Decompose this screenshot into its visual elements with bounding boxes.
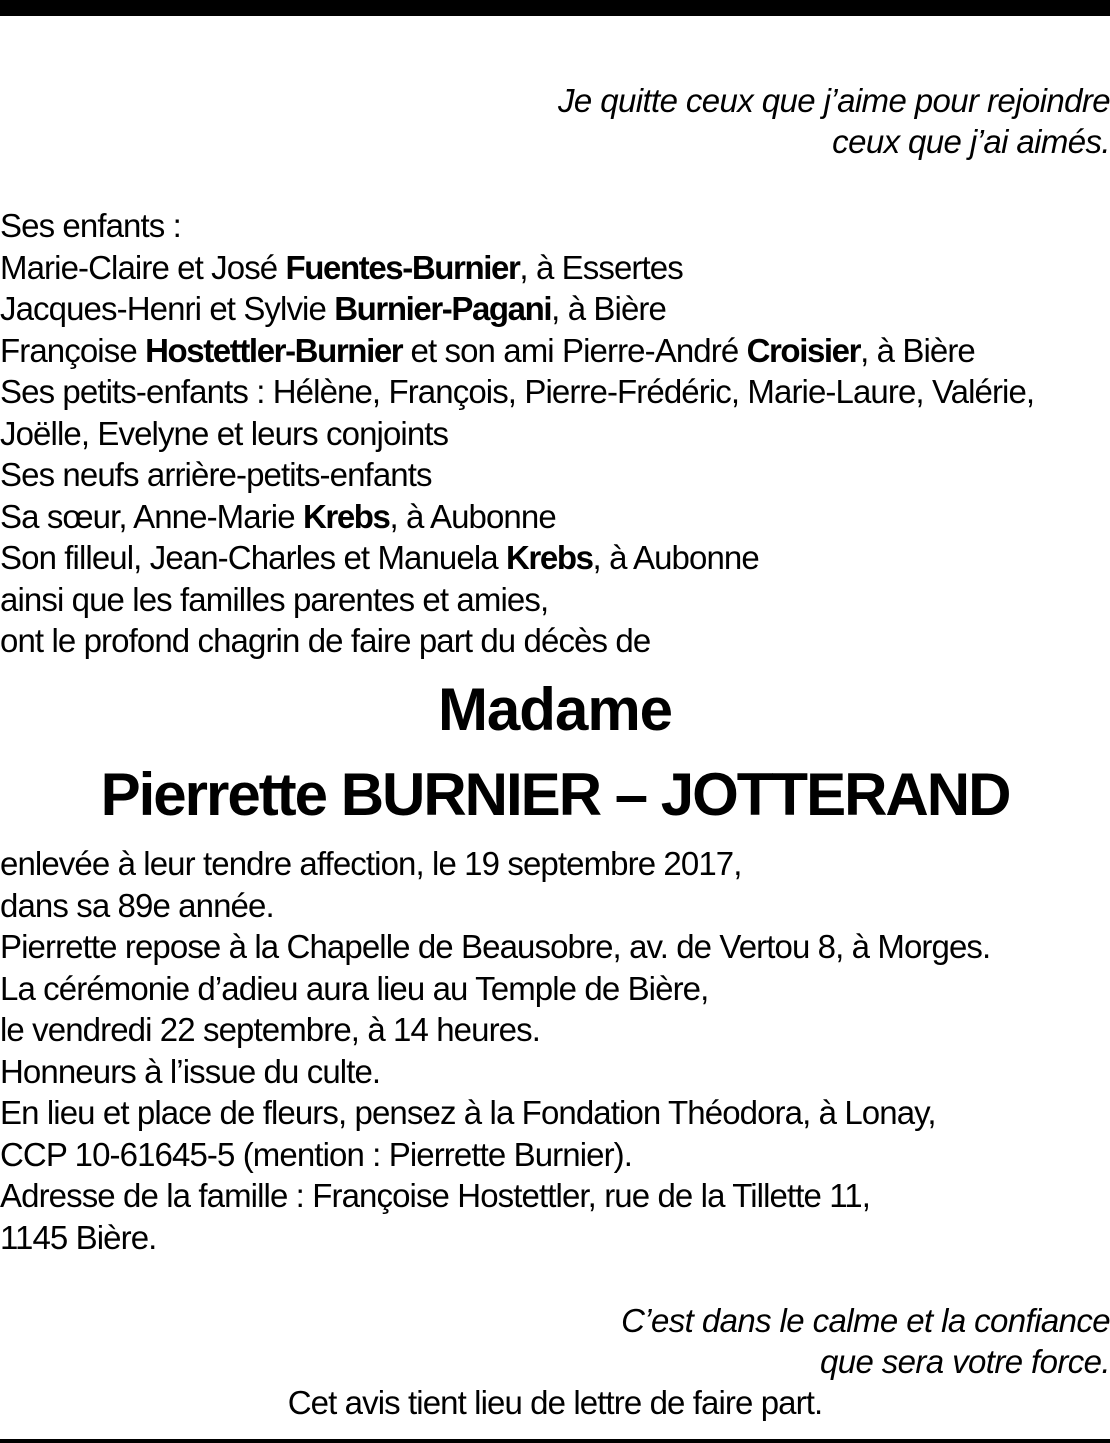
sister-names: Sa sœur, Anne-Marie <box>0 497 303 535</box>
godson-place: , à Aubonne <box>592 539 759 576</box>
announcement-line: ont le profond chagrin de faire part du décès de <box>0 622 651 659</box>
child-surname: Fuentes-Burnier <box>285 248 520 286</box>
partner-surname: Croisier <box>746 331 861 369</box>
epigraph-bottom-line-1: C’est dans le calme et la confiance <box>621 1302 1110 1339</box>
detail-line: Adresse de la famille : Françoise Hostettler, rue de la Tillette 11, <box>0 1177 870 1214</box>
detail-line: Honneurs à l’issue du culte. <box>0 1052 381 1090</box>
child-place: , à Bière <box>860 331 975 369</box>
detail-line: 1145 Bière. <box>0 1218 157 1256</box>
child-surname: Burnier-Pagani <box>334 290 552 327</box>
detail-line: CCP 10-61645-5 (mention : Pierrette Burnier). <box>0 1135 633 1173</box>
deceased-title: Madame <box>437 676 673 743</box>
epigraph-bottom <box>621 1300 1110 1382</box>
funeral-details <box>0 843 990 1258</box>
relatives-line: ainsi que les familles parentes et amies, <box>0 580 549 618</box>
great-grandchildren: Ses neufs arrière-petits-enfants <box>0 456 432 493</box>
family-list <box>0 205 1034 662</box>
child-names: Marie-Claire et José <box>0 248 286 286</box>
partner-intro: et son ami Pierre-André <box>402 331 747 369</box>
detail-line: dans sa 89e année. <box>0 886 274 924</box>
bottom-border-rule <box>0 1439 1110 1443</box>
child-place: , à Essertes <box>519 248 683 286</box>
detail-line: Pierrette repose à la Chapelle de Beausobre, av. de Vertou 8, à Morges. <box>0 928 991 965</box>
child-names: Jacques-Henri et Sylvie <box>0 290 335 327</box>
godson-entry <box>0 537 1034 579</box>
child-surname: Hostettler-Burnier <box>145 331 403 369</box>
sister-place: , à Aubonne <box>389 497 556 535</box>
grandchildren-line-1: Ses petits-enfants : Hélène, François, Pierre-Frédéric, Marie-Laure, Valérie, <box>0 373 1035 410</box>
child-entry <box>0 247 1034 289</box>
top-border-rule <box>0 0 1110 16</box>
child-entry <box>0 288 1034 330</box>
detail-line: le vendredi 22 septembre, à 14 heures. <box>0 1011 540 1048</box>
child-place: , à Bière <box>551 290 666 327</box>
sister-entry <box>0 496 1034 538</box>
detail-line: La cérémonie d’adieu aura lieu au Temple de Bière, <box>0 969 709 1007</box>
detail-line: enlevée à leur tendre affection, le 19 septembre 2017, <box>0 845 742 882</box>
detail-line: En lieu et place de fleurs, pensez à la Fondation Théodora, à Lonay, <box>0 1094 936 1131</box>
epigraph-top-line-1: Je quitte ceux que j’aime pour rejoindre <box>557 82 1110 119</box>
child-entry <box>0 330 1034 372</box>
closing-note: Cet avis tient lieu de lettre de faire part. <box>287 1384 823 1421</box>
children-intro: Ses enfants : <box>0 207 181 244</box>
epigraph-top <box>558 80 1110 162</box>
child-names: Françoise <box>0 331 146 369</box>
epigraph-top-line-2: ceux que j’ai aimés. <box>832 123 1110 160</box>
epigraph-bottom-line-2: que sera votre force. <box>819 1343 1110 1380</box>
grandchildren-line-2: Joëlle, Evelyne et leurs conjoints <box>0 414 449 452</box>
godson-surname: Krebs <box>506 539 593 576</box>
deceased-name: Pierrette BURNIER – JOTTERAND <box>100 761 1010 828</box>
godson-names: Son filleul, Jean-Charles et Manuela <box>0 539 506 576</box>
sister-surname: Krebs <box>302 497 390 535</box>
